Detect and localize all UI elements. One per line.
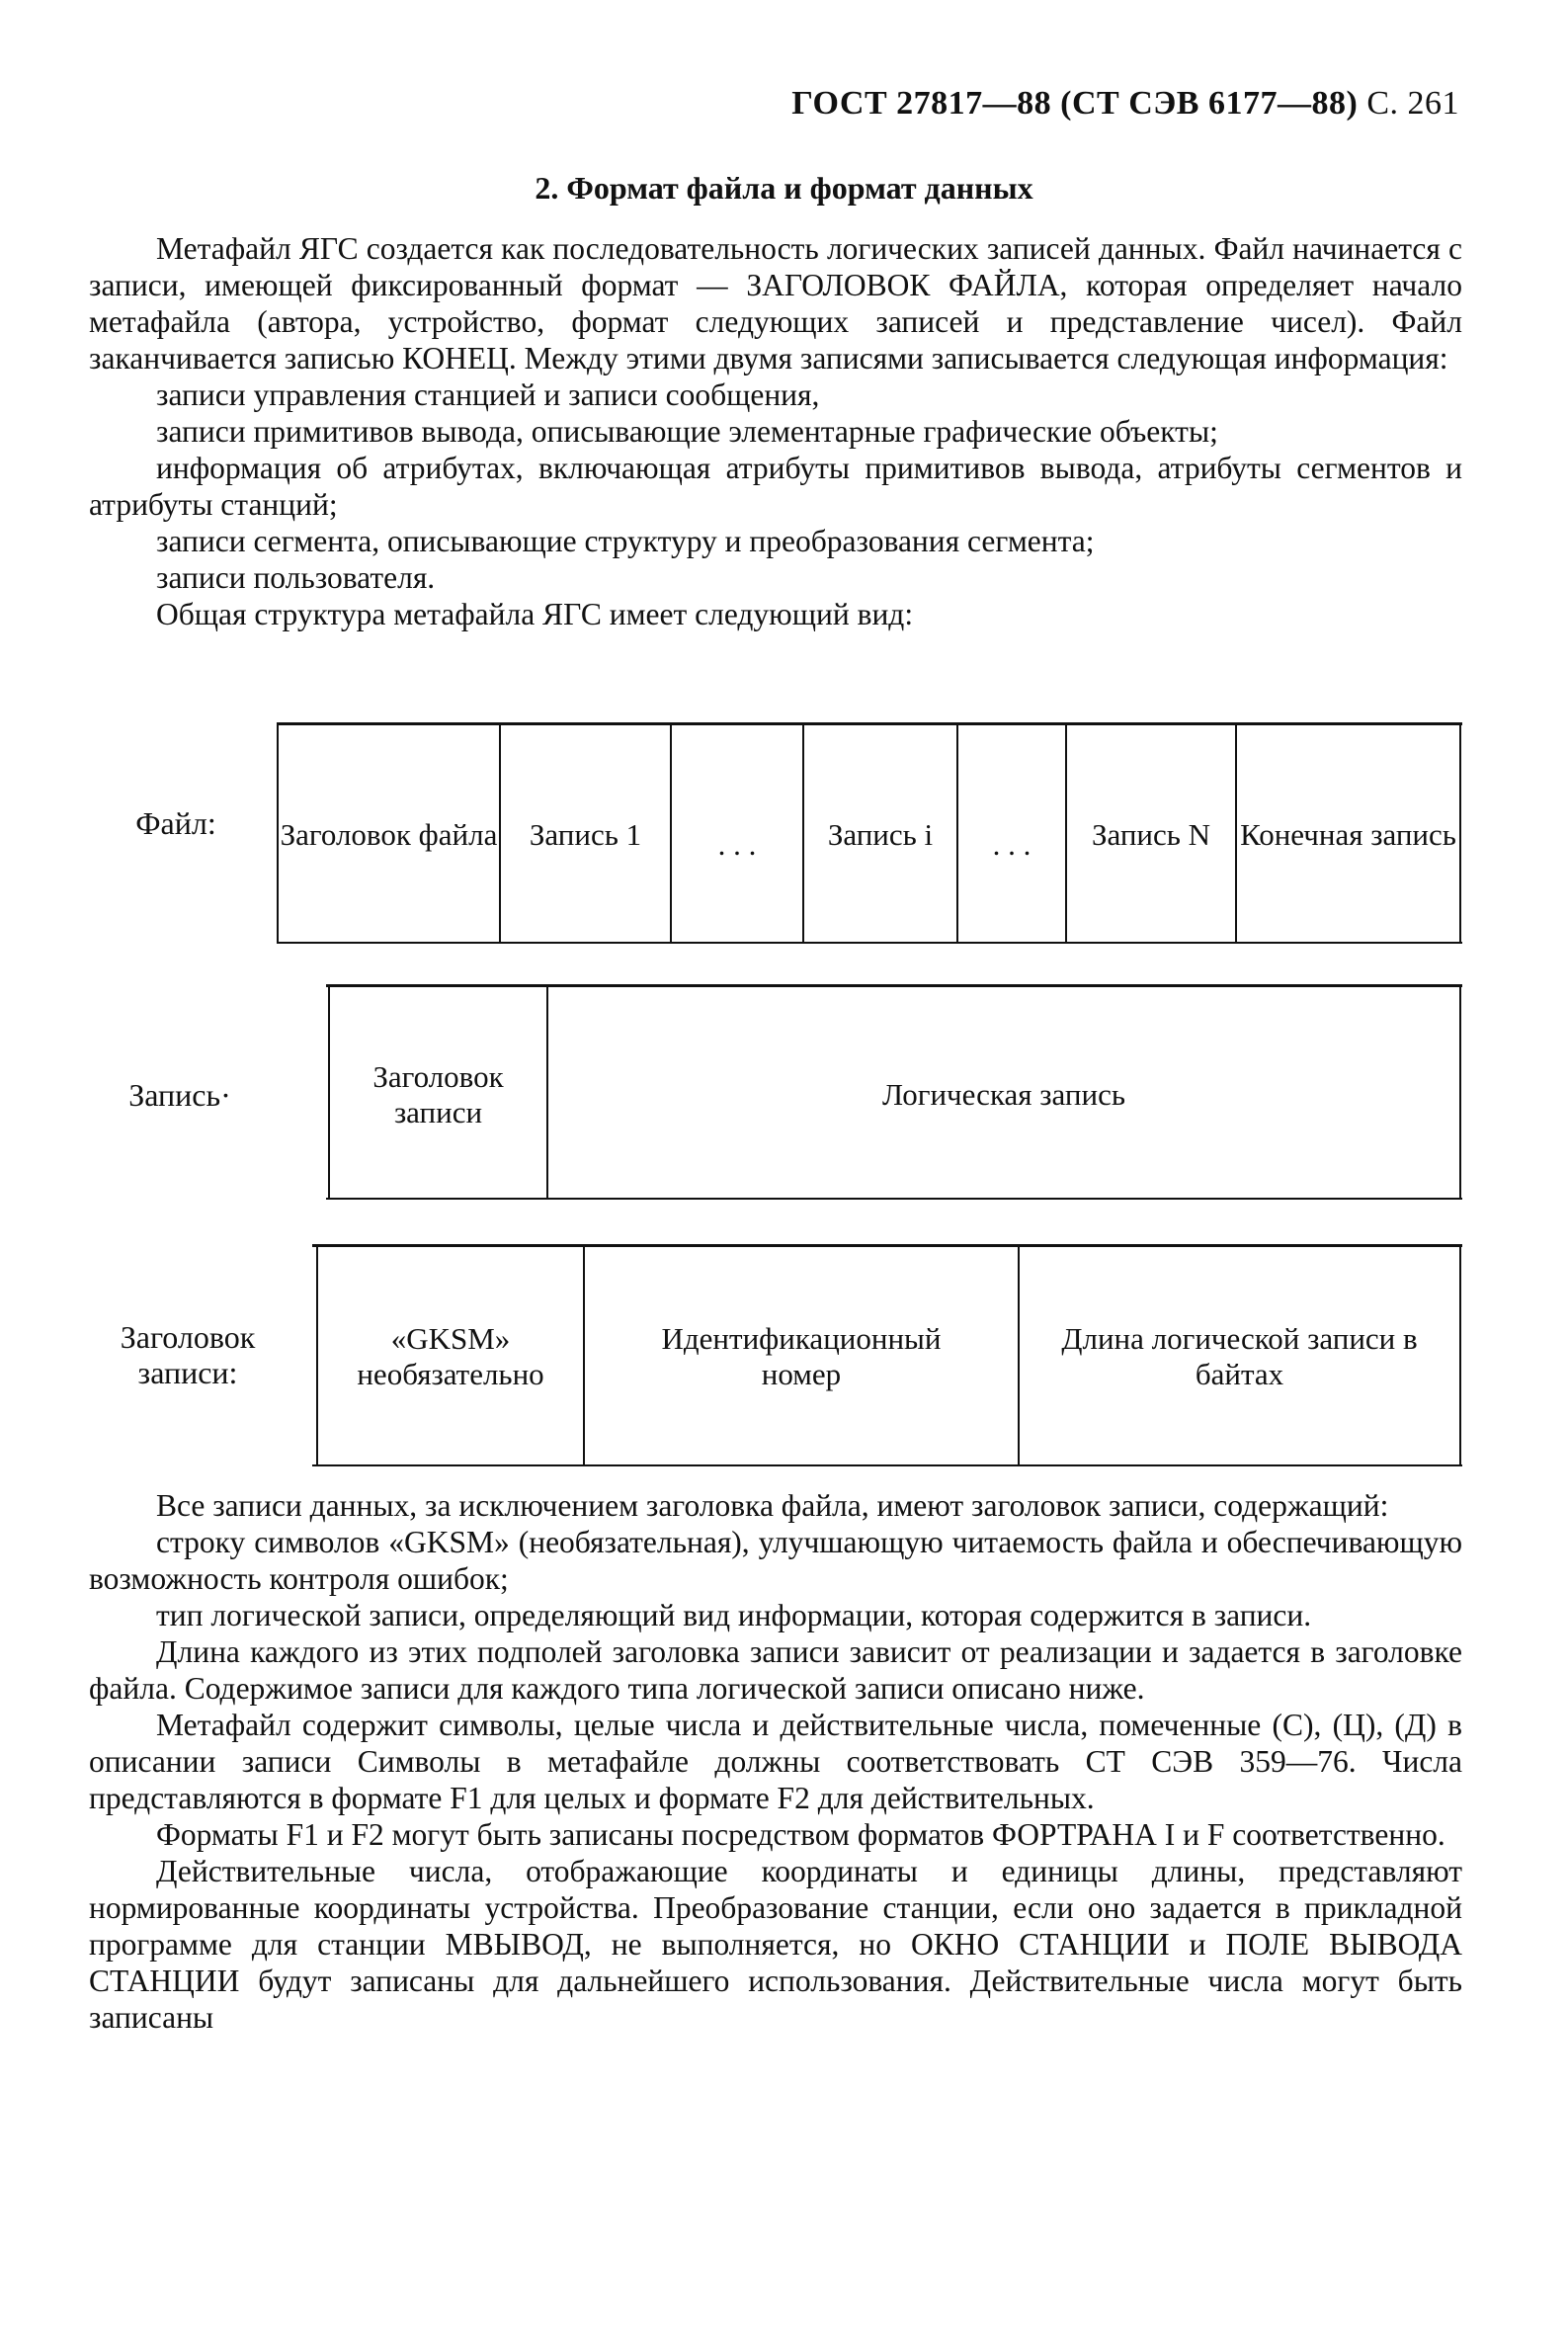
diagram-border (277, 722, 1462, 725)
cell-record-i: Запись i (827, 817, 934, 852)
list-item: записи управления станцией и записи сообщения, (156, 377, 820, 412)
page-number: С. 261 (1366, 85, 1459, 122)
cell-logical-record: Логическая запись (882, 1076, 1125, 1112)
record-header-label: Заголовок записи: (120, 1319, 256, 1390)
diagram-border (277, 942, 1462, 944)
paragraph: Метафайл содержит символы, целые числа и действительные числа, помеченные (С), (Ц), (Д) в описании записи Символы в метафайле должны соответствовать СТ СЭВ 359—76. Числа представляются в формате F1 для целых и формате F2 для действительных. (89, 1708, 1462, 1815)
list-item: строку символов «GKSM» (необязательная), улучшающую читаемость файла и обеспечивающую возможность контроля ошибок; (89, 1525, 1462, 1596)
cell-gksm: «GKSM» необязательно (357, 1320, 544, 1391)
cell-record-n: Запись N (1091, 817, 1211, 852)
record-label: Запись· (128, 1077, 231, 1113)
list-item: записи пользователя. (156, 560, 436, 595)
section-title: 2. Формат файла и формат данных (535, 170, 1033, 206)
list-item: записи примитивов вывода, описывающие элементарные графические объекты; (156, 414, 1218, 449)
paragraph: Форматы F1 и F2 могут быть записаны посредством форматов ФОРТРАНА I и F соответственно. (156, 1817, 1445, 1852)
divider (1459, 986, 1461, 1198)
cell-file-header: Заголовок файла (280, 817, 498, 852)
diagram-border (326, 1198, 1462, 1200)
diagram-border (326, 984, 1462, 987)
page-header (791, 85, 1459, 123)
paragraph: Длина каждого из этих подполей заголовка записи зависит от реализации и задается в заголовке файла. Содержимое записи для каждого типа логической записи описано ниже. (89, 1634, 1462, 1706)
divider (1459, 1246, 1461, 1464)
paragraph: Действительные числа, отображающие координаты и единицы длины, представляют нормированные координаты устройства. Преобразование станции, если оно задается в прикладной программе для станции МВЫВОД, не выполняется, но ОКНО СТАНЦИИ и ПОЛЕ ВЫВОДА СТАНЦИИ будут записаны для дальнейшего использования. Действительные числа могут быть записаны (89, 1854, 1462, 2035)
cell-record-1: Запись 1 (529, 817, 642, 852)
diagram-border (312, 1464, 1462, 1466)
body-text (89, 1487, 1462, 2036)
cell-end-record: Конечная запись (1240, 817, 1456, 852)
list-item: тип логической записи, определяющий вид информации, которая содержится в записи. (156, 1598, 1312, 1632)
list-item: информация об атрибутах, включающая атрибуты примитивов вывода, атрибуты сегментов и атрибуты станций; (89, 451, 1462, 522)
list-item: записи сегмента, описывающие структуру и преобразования сегмента; (156, 524, 1095, 558)
paragraph: Метафайл ЯГС создается как последовательность логических записей данных. Файл начинается с записи, имеющей фиксированный формат — ЗАГОЛОВОК ФАЙЛА, которая определяет начало метафайла (автора, устройство, формат следующих записей и представление чисел). Файл заканчивается записью КОНЕЦ. Между этими двумя записями записывается следующая информация: (89, 231, 1462, 376)
gost-number: ГОСТ 27817—88 (СТ СЭВ 6177—88) (791, 85, 1359, 122)
diagram-border (312, 1244, 1462, 1247)
cell-ellipsis: . . . (717, 827, 757, 862)
paragraph: Все записи данных, за исключением заголовка файла, имеют заголовок записи, содержащий: (156, 1488, 1389, 1523)
paragraph: Общая структура метафайла ЯГС имеет следующий вид: (156, 597, 914, 631)
intro-text (89, 230, 1462, 632)
file-label: Файл: (135, 805, 216, 841)
cell-length: Длина логической записи в байтах (1061, 1320, 1418, 1391)
cell-record-header: Заголовок записи (372, 1058, 504, 1129)
cell-ellipsis: . . . (992, 827, 1032, 862)
divider (1459, 724, 1461, 944)
cell-id-number: Идентификационный номер (661, 1320, 942, 1391)
